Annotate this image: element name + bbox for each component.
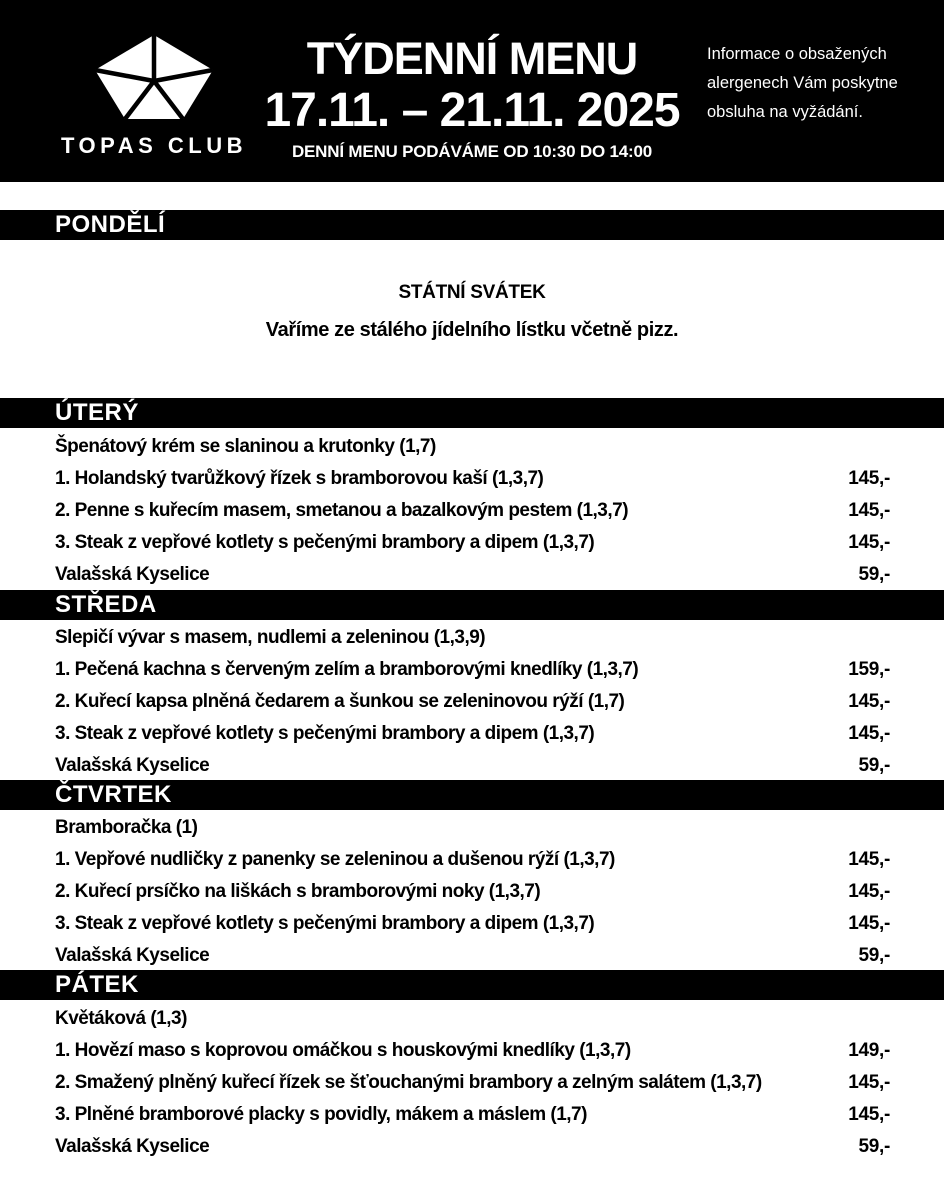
day-content-wednesday bbox=[0, 620, 944, 780]
header-banner bbox=[0, 0, 944, 182]
item-price: 149,- bbox=[848, 1040, 890, 1061]
title-stack bbox=[232, 34, 712, 162]
brand-name: TOPAS CLUB bbox=[61, 133, 247, 158]
banner-gap bbox=[0, 182, 944, 210]
item-price: 145,- bbox=[848, 500, 890, 521]
page-title: TÝDENNÍ MENU bbox=[306, 33, 638, 84]
day-section-monday bbox=[0, 210, 944, 398]
day-header-monday: PONDĚLÍ bbox=[0, 210, 944, 240]
item-label: 2. Penne s kuřecím masem, smetanou a bazalkovým pestem (1,3,7) bbox=[55, 500, 629, 521]
menu-row-soup bbox=[0, 812, 944, 844]
item-price: 145,- bbox=[848, 849, 890, 870]
item-price: 145,- bbox=[848, 532, 890, 553]
item-label: 3. Steak z vepřové kotlety s pečenými brambory a dipem (1,3,7) bbox=[55, 532, 595, 553]
item-label: Valašská Kyselice bbox=[55, 1136, 210, 1157]
serving-hours: DENNÍ MENU PODÁVÁME OD 10:30 DO 14:00 bbox=[291, 142, 653, 161]
menu-row-main-1 bbox=[0, 844, 944, 876]
day-content-tuesday bbox=[0, 428, 944, 590]
item-price: 145,- bbox=[848, 468, 890, 489]
item-label: Bramboračka (1) bbox=[55, 817, 198, 838]
item-label: Valašská Kyselice bbox=[55, 945, 210, 966]
day-header-thursday: ČTVRTEK bbox=[0, 780, 944, 810]
item-label: 3. Steak z vepřové kotlety s pečenými brambory a dipem (1,3,7) bbox=[55, 723, 595, 744]
day-content-friday bbox=[0, 1000, 944, 1200]
menu-row-main-2 bbox=[0, 495, 944, 527]
item-price: 145,- bbox=[848, 691, 890, 712]
day-content-monday bbox=[0, 240, 944, 398]
day-header-tuesday: ÚTERÝ bbox=[0, 398, 944, 428]
item-label: Špenátový krém se slaninou a krutonky (1,7) bbox=[55, 436, 436, 457]
menu-row-main-1 bbox=[0, 654, 944, 686]
item-label: 3. Steak z vepřové kotlety s pečenými brambory a dipem (1,3,7) bbox=[55, 913, 595, 934]
menu-row-soup bbox=[0, 1003, 944, 1035]
menu-row-side bbox=[0, 1131, 944, 1163]
menu-row-side bbox=[0, 559, 944, 591]
menu-row-main-2 bbox=[0, 876, 944, 908]
item-price: 145,- bbox=[848, 881, 890, 902]
item-price: 59,- bbox=[858, 945, 890, 966]
day-section-tuesday bbox=[0, 398, 944, 590]
item-label: 1. Vepřové nudličky z panenky se zeleninou a dušenou rýží (1,3,7) bbox=[55, 849, 615, 870]
holiday-detail: Vaříme ze stálého jídelního lístku včetně pizz. bbox=[265, 319, 679, 341]
item-price: 59,- bbox=[858, 564, 890, 585]
item-price: 159,- bbox=[848, 659, 890, 680]
menu-row-main-2 bbox=[0, 1067, 944, 1099]
item-label: 1. Pečená kachna s červeným zelím a bramborovými knedlíky (1,3,7) bbox=[55, 659, 639, 680]
menu-row-soup bbox=[0, 431, 944, 463]
menu-row-main-3 bbox=[0, 908, 944, 940]
menu-row-side bbox=[0, 750, 944, 782]
menu-row-main-3 bbox=[0, 718, 944, 750]
item-price: 59,- bbox=[858, 1136, 890, 1157]
item-label: 1. Holandský tvarůžkový řízek s bramborovou kaší (1,3,7) bbox=[55, 468, 544, 489]
item-label: Slepičí vývar s masem, nudlemi a zeleninou (1,3,9) bbox=[55, 627, 486, 648]
item-label: Květáková (1,3) bbox=[55, 1008, 187, 1029]
day-header-friday: PÁTEK bbox=[0, 970, 944, 1000]
item-label: 2. Smažený plněný kuřecí řízek se šťouchanými brambory a zelným salátem (1,3,7) bbox=[55, 1072, 762, 1093]
menu-row-main-1 bbox=[0, 463, 944, 495]
day-section-thursday bbox=[0, 780, 944, 970]
item-price: 145,- bbox=[848, 1072, 890, 1093]
date-range: 17.11. – 21.11. 2025 bbox=[264, 84, 680, 137]
item-price: 145,- bbox=[848, 1104, 890, 1125]
menu-row-side bbox=[0, 940, 944, 972]
allergen-note: Informace o obsažených alergenech Vám poskytne obsluha na vyžádání. bbox=[707, 45, 898, 121]
item-price: 59,- bbox=[858, 755, 890, 776]
day-section-friday bbox=[0, 970, 944, 1200]
holiday-notice: STÁTNÍ SVÁTEK bbox=[398, 282, 546, 303]
menu-row-soup bbox=[0, 622, 944, 654]
item-label: 1. Hovězí maso s koprovou omáčkou s houskovými knedlíky (1,3,7) bbox=[55, 1040, 631, 1061]
menu-row-main-2 bbox=[0, 686, 944, 718]
item-label: 3. Plněné bramborové placky s povidly, mákem a máslem (1,7) bbox=[55, 1104, 587, 1125]
day-header-wednesday: STŘEDA bbox=[0, 590, 944, 620]
item-label: Valašská Kyselice bbox=[55, 755, 210, 776]
item-price: 145,- bbox=[848, 913, 890, 934]
item-label: Valašská Kyselice bbox=[55, 564, 210, 585]
menu-row-main-3 bbox=[0, 1099, 944, 1131]
day-content-thursday bbox=[0, 810, 944, 970]
day-section-wednesday bbox=[0, 590, 944, 780]
menu-row-main-1 bbox=[0, 1035, 944, 1067]
menu-row-main-3 bbox=[0, 527, 944, 559]
item-label: 2. Kuřecí kapsa plněná čedarem a šunkou se zeleninovou rýží (1,7) bbox=[55, 691, 625, 712]
logo bbox=[58, 33, 250, 159]
item-label: 2. Kuřecí prsíčko na liškách s bramborovými noky (1,3,7) bbox=[55, 881, 541, 902]
item-price: 145,- bbox=[848, 723, 890, 744]
pentagon-gem-icon bbox=[92, 33, 216, 121]
